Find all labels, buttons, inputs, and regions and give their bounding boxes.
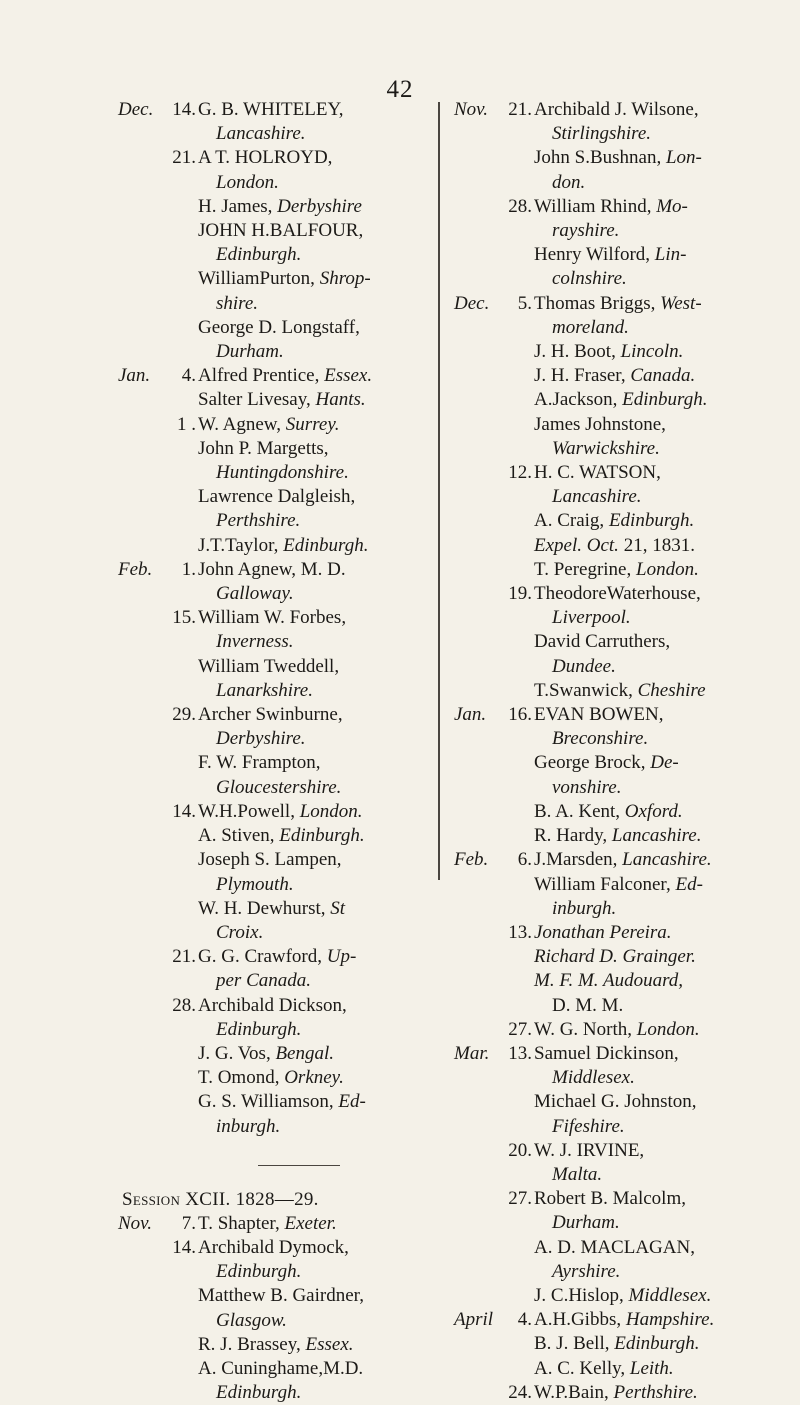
- entry-name: [534, 921, 784, 945]
- entry-day: 29.: [172, 704, 196, 726]
- list-item: [454, 1139, 784, 1187]
- list-item: [454, 388, 784, 412]
- list-item: [118, 413, 448, 437]
- page-number: 42: [386, 76, 414, 103]
- list-item: [454, 679, 784, 703]
- entry-place: inburgh.: [216, 1115, 281, 1137]
- entry-place: Gloucestershire.: [216, 776, 342, 798]
- entry-month: Dec.: [118, 99, 154, 120]
- entry-name: A. C. Kelly, Leith.: [534, 1357, 674, 1379]
- entry-name: Expel. Oct. 21, 1831.: [534, 534, 695, 556]
- entry-place: London.: [216, 171, 279, 193]
- list-item: [454, 1018, 784, 1042]
- right-column: [454, 98, 784, 1405]
- entry-day: 28.: [172, 994, 196, 1016]
- entry-name: A. Cuninghame,M.D.: [198, 1357, 364, 1379]
- entry-day: 6.: [517, 849, 532, 871]
- entry-name: Archibald Dymock,: [198, 1236, 349, 1258]
- entry-day: 13.: [508, 921, 532, 943]
- entry-month: Nov.: [118, 1212, 152, 1234]
- entry-place: St: [330, 897, 346, 919]
- entry-name: William Tweddell,: [198, 655, 340, 677]
- list-item: [118, 219, 448, 267]
- list-item: [118, 1333, 448, 1357]
- entry-day: 5.: [517, 292, 532, 314]
- list-item: [454, 1308, 784, 1332]
- entry-place: Middlesex.: [552, 1067, 635, 1089]
- list-item: [454, 969, 784, 1017]
- entry-name: William Rhind, Mo-: [534, 195, 688, 217]
- list-item: [118, 316, 448, 364]
- entry-name: W. G. North, London.: [534, 1018, 700, 1040]
- entry-place: Warwickshire.: [552, 437, 660, 459]
- list-item: [454, 146, 784, 194]
- entry-name: Henry Wilford, Lin-: [534, 244, 687, 266]
- list-item: [454, 509, 784, 533]
- list-item: [454, 1284, 784, 1308]
- entry-place: Leith.: [629, 1357, 674, 1379]
- entry-place: Shrop-: [319, 268, 371, 290]
- list-item: [454, 945, 784, 969]
- entry-place: Bengal.: [275, 1042, 335, 1064]
- right-entry-list: [454, 98, 784, 1405]
- list-item: [118, 98, 448, 146]
- entry-place: moreland.: [552, 316, 629, 338]
- list-item: [118, 534, 448, 558]
- entry-place: Essex.: [305, 1333, 354, 1355]
- entry-day: 15.: [172, 607, 196, 629]
- entry-name: J.T.Taylor, Edinburgh.: [198, 534, 369, 556]
- entry-month: Mar.: [454, 1042, 490, 1064]
- entry-place: Lin-: [654, 244, 687, 266]
- list-item: [118, 1090, 448, 1138]
- list-item: [118, 655, 448, 703]
- entry-name: T. Shapter, Exeter.: [198, 1212, 337, 1234]
- entry-place: Lancashire.: [622, 849, 712, 871]
- entry-place: Malta.: [552, 1163, 603, 1185]
- entry-place: Durham.: [216, 341, 284, 363]
- entry-place: per Canada.: [216, 970, 311, 992]
- list-item: [454, 582, 784, 630]
- entry-place: Durham.: [552, 1212, 620, 1234]
- list-item: [454, 292, 784, 340]
- entry-name: R. Hardy, Lancashire.: [534, 825, 702, 847]
- list-item: [454, 558, 784, 582]
- entry-name: Samuel Dickinson,: [534, 1042, 679, 1064]
- entry-place: Perthshire.: [613, 1381, 698, 1403]
- entry-place: De-: [650, 752, 679, 774]
- entry-name: Alfred Prentice, Essex.: [198, 365, 373, 387]
- entry-place: Hampshire.: [625, 1309, 715, 1331]
- entry-place: Glasgow.: [216, 1309, 287, 1331]
- entry-name: J. H. Boot, Lincoln.: [534, 341, 684, 363]
- entry-place: Middlesex.: [628, 1284, 712, 1306]
- entry-name: A T. HOLROYD,: [198, 147, 333, 169]
- entry-month: Dec.: [454, 292, 490, 314]
- entry-place: Lanarkshire.: [216, 679, 313, 701]
- entry-name: J.Marsden, Lancashire.: [534, 849, 712, 871]
- list-item: [454, 364, 784, 388]
- list-item: [454, 534, 784, 558]
- entry-name: H. James, Derbyshire: [198, 195, 362, 217]
- entry-place: Essex.: [324, 365, 373, 387]
- entry-place: Fifeshire.: [552, 1115, 625, 1137]
- list-item: [454, 1332, 784, 1356]
- entry-place: Canada.: [630, 365, 696, 387]
- entry-place: Croix.: [216, 921, 264, 943]
- entry-day: 20.: [508, 1139, 532, 1161]
- entry-place: Inverness.: [216, 631, 294, 653]
- entry-name: Archer Swinburne,: [198, 704, 343, 726]
- entry-day: 27.: [508, 1188, 532, 1210]
- entry-month: Feb.: [118, 558, 153, 580]
- list-item: [454, 1090, 784, 1138]
- entry-day: 1 .: [177, 413, 196, 435]
- list-item: [118, 824, 448, 848]
- list-item: [454, 98, 784, 146]
- list-item: [118, 437, 448, 485]
- entry-place: West-: [660, 292, 702, 314]
- entry-place: Cheshire: [637, 679, 706, 701]
- entry-day: 27.: [508, 1018, 532, 1040]
- entry-day: 12.: [508, 462, 532, 484]
- entry-place: Edinburgh.: [614, 1333, 700, 1355]
- entry-place: Liverpool.: [552, 607, 631, 629]
- entry-name: William Falconer, Ed-: [534, 873, 703, 895]
- entry-month: Feb.: [454, 849, 489, 871]
- entry-place: Lon-: [665, 147, 702, 169]
- section-divider: [258, 1165, 340, 1166]
- entry-name: Thomas Briggs, West-: [534, 292, 702, 314]
- entry-day: 13.: [508, 1042, 532, 1064]
- list-item: [454, 848, 784, 872]
- entry-month: Jan.: [454, 704, 487, 726]
- list-item: [118, 897, 448, 945]
- entry-name: R. J. Brassey, Essex.: [198, 1333, 354, 1355]
- entry-day: 1.: [181, 558, 196, 580]
- entry-name: F. W. Frampton,: [198, 752, 321, 774]
- entry-name: Matthew B. Gairdner,: [198, 1285, 364, 1307]
- list-item: [118, 994, 448, 1042]
- entry-name: W. H. Dewhurst, St: [198, 897, 346, 919]
- entry-name: J. H. Fraser, Canada.: [534, 365, 696, 387]
- entry-place: Edinburgh.: [279, 825, 365, 847]
- entry-day: 21.: [508, 99, 532, 120]
- entry-place: Derbyshire: [277, 195, 362, 217]
- entry-place: don.: [552, 171, 586, 193]
- list-item: [118, 606, 448, 654]
- list-item: [118, 1236, 448, 1284]
- entry-name: A.Jackson, Edinburgh.: [534, 389, 708, 411]
- entry-place: Stirlingshire.: [552, 123, 652, 145]
- entry-name: WilliamPurton, Shrop-: [198, 268, 371, 290]
- entry-place: Lancashire.: [611, 825, 702, 847]
- entry-place: Up-: [326, 946, 357, 968]
- entry-name: David Carruthers,: [534, 631, 671, 653]
- entry-name: Robert B. Malcolm,: [534, 1188, 686, 1210]
- entry-place: Lancashire.: [552, 486, 642, 508]
- entry-place: rayshire.: [552, 220, 620, 242]
- entry-name: J. G. Vos, Bengal.: [198, 1042, 335, 1064]
- entry-place: Mo-: [656, 195, 688, 217]
- column-divider: [438, 102, 440, 880]
- left-entry-list: [118, 98, 448, 1139]
- entry-name: Lawrence Dalgleish,: [198, 486, 356, 508]
- entry-place: Expel. Oct.: [534, 534, 619, 556]
- entry-place: Plymouth.: [216, 873, 294, 895]
- entry-name: W. Agnew, Surrey.: [198, 413, 340, 435]
- list-item: [118, 751, 448, 799]
- entry-place: colnshire.: [552, 268, 627, 290]
- entry-name: G. G. Crawford, Up-: [198, 946, 357, 968]
- entry-month: April: [454, 1309, 494, 1331]
- list-item: [118, 267, 448, 315]
- entry-place: Exeter.: [284, 1212, 337, 1234]
- entry-place: Jonathan Pereira.: [534, 921, 672, 943]
- list-item: [454, 921, 784, 945]
- entry-place: Dundee.: [552, 655, 616, 677]
- entry-name: A. Stiven, Edinburgh.: [198, 825, 365, 847]
- list-item: [118, 848, 448, 896]
- list-item: [118, 1066, 448, 1090]
- list-item: [118, 364, 448, 388]
- entry-day: 24.: [508, 1381, 532, 1403]
- list-item: [118, 945, 448, 993]
- list-item: [118, 146, 448, 194]
- entry-name: G. S. Williamson, Ed-: [198, 1091, 366, 1113]
- entry-name: A.H.Gibbs, Hampshire.: [534, 1309, 715, 1331]
- entry-name: John Agnew, M. D.: [198, 558, 346, 580]
- entry-name: [534, 945, 784, 969]
- entry-place: London.: [636, 1018, 700, 1040]
- entry-name: William W. Forbes,: [198, 607, 347, 629]
- list-item: [454, 1187, 784, 1235]
- list-item: [118, 800, 448, 824]
- entry-name: J. C.Hislop, Middlesex.: [534, 1284, 712, 1306]
- list-item: [454, 824, 784, 848]
- entry-day: 14.: [172, 99, 196, 120]
- entry-name: W.H.Powell, London.: [198, 800, 363, 822]
- session-heading: Session XCII. 1828—29.: [122, 1188, 319, 1210]
- entry-name: G. B. WHITELEY,: [198, 99, 344, 120]
- entry-name: George D. Longstaff,: [198, 316, 360, 338]
- entry-day: 14.: [172, 800, 196, 822]
- entry-place: Galloway.: [216, 583, 294, 605]
- entry-name: A. D. MACLAGAN,: [534, 1236, 695, 1258]
- list-item: [454, 461, 784, 509]
- entry-place: Edinburgh.: [216, 244, 302, 266]
- entry-name: Archibald J. Wilsone,: [534, 99, 699, 120]
- entry-name: Salter Livesay, Hants.: [198, 389, 366, 411]
- entry-place: Oxford.: [624, 800, 683, 822]
- entry-name: W. J. IRVINE,: [534, 1139, 645, 1161]
- entry-name: A. Craig, Edinburgh.: [534, 510, 695, 532]
- entry-place: Richard D. Grainger.: [534, 946, 696, 968]
- entry-place: Ayrshire.: [552, 1260, 621, 1282]
- entry-place: Orkney.: [284, 1067, 344, 1089]
- entry-place: Huntingdonshire.: [216, 462, 349, 484]
- entry-day: 28.: [508, 195, 532, 217]
- entry-day: 16.: [508, 704, 532, 726]
- list-item: [118, 703, 448, 751]
- entry-name: James Johnstone,: [534, 413, 666, 435]
- entry-name: Joseph S. Lampen,: [198, 849, 342, 871]
- entry-place: London.: [299, 800, 363, 822]
- entry-place: Edinburgh.: [608, 510, 695, 532]
- list-item: [118, 485, 448, 533]
- entry-place: Surrey.: [285, 413, 340, 435]
- entry-degree: D. M. M.: [552, 994, 624, 1016]
- entry-name: John P. Margetts,: [198, 437, 329, 459]
- list-item: [454, 1381, 784, 1405]
- list-item: [454, 800, 784, 824]
- entry-day: 7.: [181, 1212, 196, 1234]
- entry-place: M. F. M. Audouard,: [534, 970, 684, 992]
- entry-day: 4.: [181, 365, 196, 387]
- list-item: [454, 1357, 784, 1381]
- entry-day: 4.: [517, 1309, 532, 1331]
- list-item: [454, 703, 784, 751]
- entry-day: 14.: [172, 1236, 196, 1258]
- entry-name: Michael G. Johnston,: [534, 1091, 697, 1113]
- entry-name: John S.Bushnan, Lon-: [534, 147, 702, 169]
- entry-name: H. C. WATSON,: [534, 462, 661, 484]
- list-item: [118, 1357, 448, 1405]
- entry-name: TheodoreWaterhouse,: [534, 583, 701, 605]
- list-item: [118, 1212, 448, 1236]
- list-item: [454, 1236, 784, 1284]
- list-item: [454, 195, 784, 243]
- entry-place: Edinburgh.: [216, 1382, 302, 1404]
- list-item: [118, 195, 448, 219]
- entry-name: Archibald Dickson,: [198, 994, 347, 1016]
- entry-name: George Brock, De-: [534, 752, 679, 774]
- entry-place: Lincoln.: [620, 341, 684, 363]
- entry-name: W.P.Bain, Perthshire.: [534, 1381, 698, 1403]
- entry-place: Ed-: [338, 1091, 366, 1113]
- entry-day: 19.: [508, 583, 532, 605]
- list-item: [454, 630, 784, 678]
- list-item: [118, 388, 448, 412]
- entry-place: Ed-: [675, 873, 703, 895]
- entry-place: Derbyshire.: [216, 728, 306, 750]
- list-item: [454, 751, 784, 799]
- list-item: [454, 413, 784, 461]
- entry-name: EVAN BOWEN,: [534, 704, 664, 726]
- entry-name: B. A. Kent, Oxford.: [534, 800, 683, 822]
- list-item: [118, 1284, 448, 1332]
- entry-place: Lancashire.: [216, 123, 306, 145]
- entry-name: T. Omond, Orkney.: [198, 1067, 344, 1089]
- entry-place: vonshire.: [552, 776, 622, 798]
- session-entry-list: [118, 1212, 448, 1405]
- entry-month: Nov.: [454, 99, 488, 120]
- entry-day: 21.: [172, 946, 196, 968]
- entry-place: Edinburgh.: [283, 534, 369, 556]
- entry-place: inburgh.: [552, 897, 617, 919]
- entry-name: T.Swanwick, Cheshire: [534, 679, 706, 701]
- entry-name: B. J. Bell, Edinburgh.: [534, 1333, 700, 1355]
- list-item: [454, 873, 784, 921]
- entry-place: Perthshire.: [216, 510, 301, 532]
- list-item: [454, 243, 784, 291]
- entry-month: Jan.: [118, 365, 151, 387]
- entry-place: Edinburgh.: [216, 1018, 302, 1040]
- list-item: [454, 340, 784, 364]
- entry-day: 21.: [172, 147, 196, 169]
- entry-place: Edinburgh.: [216, 1261, 302, 1283]
- entry-place: Breconshire.: [552, 728, 649, 750]
- left-column: [118, 98, 448, 1405]
- list-item: [118, 1042, 448, 1066]
- entry-place: London.: [636, 558, 699, 580]
- list-item: [454, 1042, 784, 1090]
- entry-name: [534, 969, 784, 993]
- entry-name: JOHN H.BALFOUR,: [198, 220, 364, 242]
- entry-name: T. Peregrine, London.: [534, 558, 699, 580]
- entry-place: Hants.: [315, 389, 366, 411]
- list-item: [118, 558, 448, 606]
- entry-place: shire.: [216, 292, 259, 314]
- entry-place: Edinburgh.: [622, 389, 708, 411]
